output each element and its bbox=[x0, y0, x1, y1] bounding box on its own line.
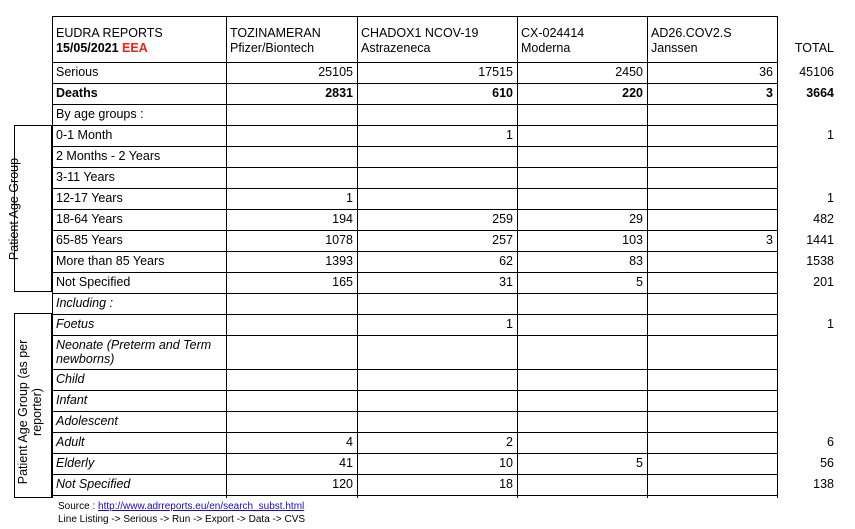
reporter-row-4-value-3 bbox=[517, 390, 647, 411]
vaccine-name: CHADOX1 NCOV-19 bbox=[361, 26, 479, 40]
reporter-row-2-value-3 bbox=[517, 335, 647, 369]
age-row-4-value-3 bbox=[517, 188, 647, 209]
reporter-row-1-value-3 bbox=[517, 314, 647, 335]
reporter-row-3-value-3 bbox=[517, 369, 647, 390]
age-row-1-value-3 bbox=[517, 125, 647, 146]
reporter-row-2-label: Neonate (Preterm and Term newborns) bbox=[56, 338, 212, 366]
reporter-row-6-total: 6 bbox=[827, 435, 834, 449]
vaccine-maker: Moderna bbox=[521, 41, 571, 55]
summary-row-2-total: 3664 bbox=[806, 86, 834, 100]
reporter-row-8-label: Not Specified bbox=[56, 477, 131, 491]
vaccine-name: CX-024414 bbox=[521, 26, 585, 40]
age-row-3-value-2 bbox=[357, 167, 517, 188]
summary-row-2-value-3: 220 bbox=[622, 86, 643, 100]
reporter-row-3-value-4 bbox=[647, 369, 777, 390]
reporter-row-7-value-1: 41 bbox=[339, 456, 353, 470]
vaccine-header-2 bbox=[357, 26, 482, 56]
reporter-row-4-label: Infant bbox=[56, 393, 88, 407]
footer-source-label: Source : bbox=[58, 501, 96, 512]
vaccine-name: TOZINAMERAN bbox=[230, 26, 321, 40]
age-row-2-value-3 bbox=[517, 146, 647, 167]
age-row-3-value-3 bbox=[517, 167, 647, 188]
age-row-7-total: 1538 bbox=[806, 254, 834, 268]
age-row-8-total: 201 bbox=[813, 275, 834, 289]
total-header: TOTAL bbox=[794, 41, 834, 55]
reporter-row-3-label: Child bbox=[56, 372, 85, 386]
age-row-6-value-4: 3 bbox=[766, 233, 773, 247]
age-row-3-value-1 bbox=[226, 167, 357, 188]
reporter-row-3-value-1 bbox=[226, 369, 357, 390]
age-row-6-value-1: 1078 bbox=[325, 233, 353, 247]
reporter-row-7-value-3: 5 bbox=[636, 456, 643, 470]
reporter-row-4-value-4 bbox=[647, 390, 777, 411]
age-row-8-label: Not Specified bbox=[56, 275, 131, 289]
reporter-row-6-value-1: 4 bbox=[346, 435, 353, 449]
reporter-row-7-value-4 bbox=[647, 453, 777, 474]
age-row-6-label: 65-85 Years bbox=[56, 233, 123, 247]
age-row-1-value-1 bbox=[226, 125, 357, 146]
summary-row-1-total: 45106 bbox=[799, 65, 834, 79]
summary-row-1-value-4: 36 bbox=[759, 65, 773, 79]
report-date: 15/05/2021 bbox=[56, 41, 123, 55]
age-row-7-value-3: 83 bbox=[629, 254, 643, 268]
age-row-3-total bbox=[777, 167, 838, 188]
reporter-row-6-value-4 bbox=[647, 432, 777, 453]
reporter-row-2-total bbox=[777, 335, 838, 369]
age-row-2-label: 2 Months - 2 Years bbox=[56, 149, 161, 163]
reporter-row-5-total bbox=[777, 411, 838, 432]
age-row-4-value-1: 1 bbox=[346, 191, 353, 205]
age-row-6-value-3: 103 bbox=[622, 233, 643, 247]
reporter-row-6-value-2: 2 bbox=[506, 435, 513, 449]
age-row-2-value-2 bbox=[357, 146, 517, 167]
report-title-text: EUDRA REPORTS bbox=[56, 26, 163, 40]
reporter-row-3-total bbox=[777, 369, 838, 390]
summary-row-2-value-1: 2831 bbox=[325, 86, 353, 100]
reporter-row-4-value-2 bbox=[357, 390, 517, 411]
including-label: Including : bbox=[56, 296, 113, 310]
reporter-row-1-value-4 bbox=[647, 314, 777, 335]
age-row-2-value-4 bbox=[647, 146, 777, 167]
reporter-row-8-total: 138 bbox=[813, 477, 834, 491]
age-row-7-value-4 bbox=[647, 251, 777, 272]
reporter-row-6-value-3 bbox=[517, 432, 647, 453]
report-date-line bbox=[56, 41, 163, 56]
age-row-5-value-4 bbox=[647, 209, 777, 230]
age-row-8-value-3: 5 bbox=[636, 275, 643, 289]
vaccine-header-1 bbox=[226, 26, 325, 56]
vaccine-header-4 bbox=[647, 26, 736, 56]
reporter-group-title: Patient Age Group (as per reporter) bbox=[16, 339, 44, 485]
reporter-row-5-value-1 bbox=[226, 411, 357, 432]
age-row-3-label: 3-11 Years bbox=[56, 170, 115, 184]
reporter-row-5-label: Adolescent bbox=[56, 414, 118, 428]
age-row-7-value-2: 62 bbox=[499, 254, 513, 268]
age-row-3-value-4 bbox=[647, 167, 777, 188]
reporter-row-8-value-1: 120 bbox=[332, 477, 353, 491]
age-row-4-value-2 bbox=[357, 188, 517, 209]
by-age-label: By age groups : bbox=[56, 107, 144, 121]
reporter-row-8-value-3 bbox=[517, 474, 647, 495]
summary-row-1-label: Serious bbox=[56, 65, 99, 79]
reporter-row-7-value-2: 10 bbox=[499, 456, 513, 470]
age-row-2-total bbox=[777, 146, 838, 167]
age-row-7-label: More than 85 Years bbox=[56, 254, 165, 268]
reporter-row-1-total: 1 bbox=[827, 317, 834, 331]
reporter-row-5-value-4 bbox=[647, 411, 777, 432]
footer-steps: Line Listing -> Serious -> Run -> Export -> Data -> CVS bbox=[58, 514, 306, 525]
reporter-row-1-label: Foetus bbox=[56, 317, 95, 331]
reporter-row-1-value-2: 1 bbox=[506, 317, 513, 331]
reporter-row-2-value-4 bbox=[647, 335, 777, 369]
vaccine-header-3 bbox=[517, 26, 588, 56]
age-row-4-label: 12-17 Years bbox=[56, 191, 123, 205]
age-row-8-value-2: 31 bbox=[499, 275, 513, 289]
age-row-1-value-4 bbox=[647, 125, 777, 146]
summary-row-2-value-2: 610 bbox=[492, 86, 513, 100]
report-region: EEA bbox=[122, 41, 148, 55]
report-title bbox=[52, 26, 167, 56]
age-row-5-value-3: 29 bbox=[629, 212, 643, 226]
reporter-row-8-value-4 bbox=[647, 474, 777, 495]
age-row-5-value-1: 194 bbox=[332, 212, 353, 226]
summary-row-1-value-3: 2450 bbox=[615, 65, 643, 79]
summary-row-2-value-4: 3 bbox=[766, 86, 773, 100]
vaccine-maker: Pfizer/Biontech bbox=[230, 41, 315, 55]
age-row-5-label: 18-64 Years bbox=[56, 212, 123, 226]
reporter-row-7-label: Elderly bbox=[56, 456, 95, 470]
age-row-6-value-2: 257 bbox=[492, 233, 513, 247]
age-row-6-total: 1441 bbox=[806, 233, 834, 247]
age-row-7-value-1: 1393 bbox=[325, 254, 353, 268]
reporter-row-5-value-2 bbox=[357, 411, 517, 432]
footer-source-link[interactable]: http://www.adrreports.eu/en/search_subst.html bbox=[98, 501, 305, 512]
age-row-4-value-4 bbox=[647, 188, 777, 209]
summary-row-1-value-1: 25105 bbox=[318, 65, 353, 79]
reporter-row-2-value-1 bbox=[226, 335, 357, 369]
reporter-row-4-total bbox=[777, 390, 838, 411]
vaccine-maker: Janssen bbox=[651, 41, 698, 55]
age-group-title: Patient Age Group bbox=[7, 157, 21, 261]
reporter-row-8-value-2: 18 bbox=[499, 477, 513, 491]
age-row-1-value-2: 1 bbox=[506, 128, 513, 142]
age-row-4-total: 1 bbox=[827, 191, 834, 205]
summary-row-1-value-2: 17515 bbox=[478, 65, 513, 79]
reporter-row-5-value-3 bbox=[517, 411, 647, 432]
age-row-2-value-1 bbox=[226, 146, 357, 167]
reporter-row-7-total: 56 bbox=[820, 456, 834, 470]
age-row-5-value-2: 259 bbox=[492, 212, 513, 226]
vaccine-maker: Astrazeneca bbox=[361, 41, 431, 55]
footer-source bbox=[58, 501, 304, 513]
vaccine-name: AD26.COV2.S bbox=[651, 26, 732, 40]
reporter-row-2-value-2 bbox=[357, 335, 517, 369]
age-row-8-value-1: 165 bbox=[332, 275, 353, 289]
summary-row-2-label: Deaths bbox=[56, 86, 98, 100]
age-row-5-total: 482 bbox=[813, 212, 834, 226]
age-row-1-label: 0-1 Month bbox=[56, 128, 113, 142]
reporter-row-6-label: Adult bbox=[56, 435, 85, 449]
age-row-1-total: 1 bbox=[827, 128, 834, 142]
reporter-row-4-value-1 bbox=[226, 390, 357, 411]
age-row-8-value-4 bbox=[647, 272, 777, 293]
reporter-row-1-value-1 bbox=[226, 314, 357, 335]
reporter-row-3-value-2 bbox=[357, 369, 517, 390]
